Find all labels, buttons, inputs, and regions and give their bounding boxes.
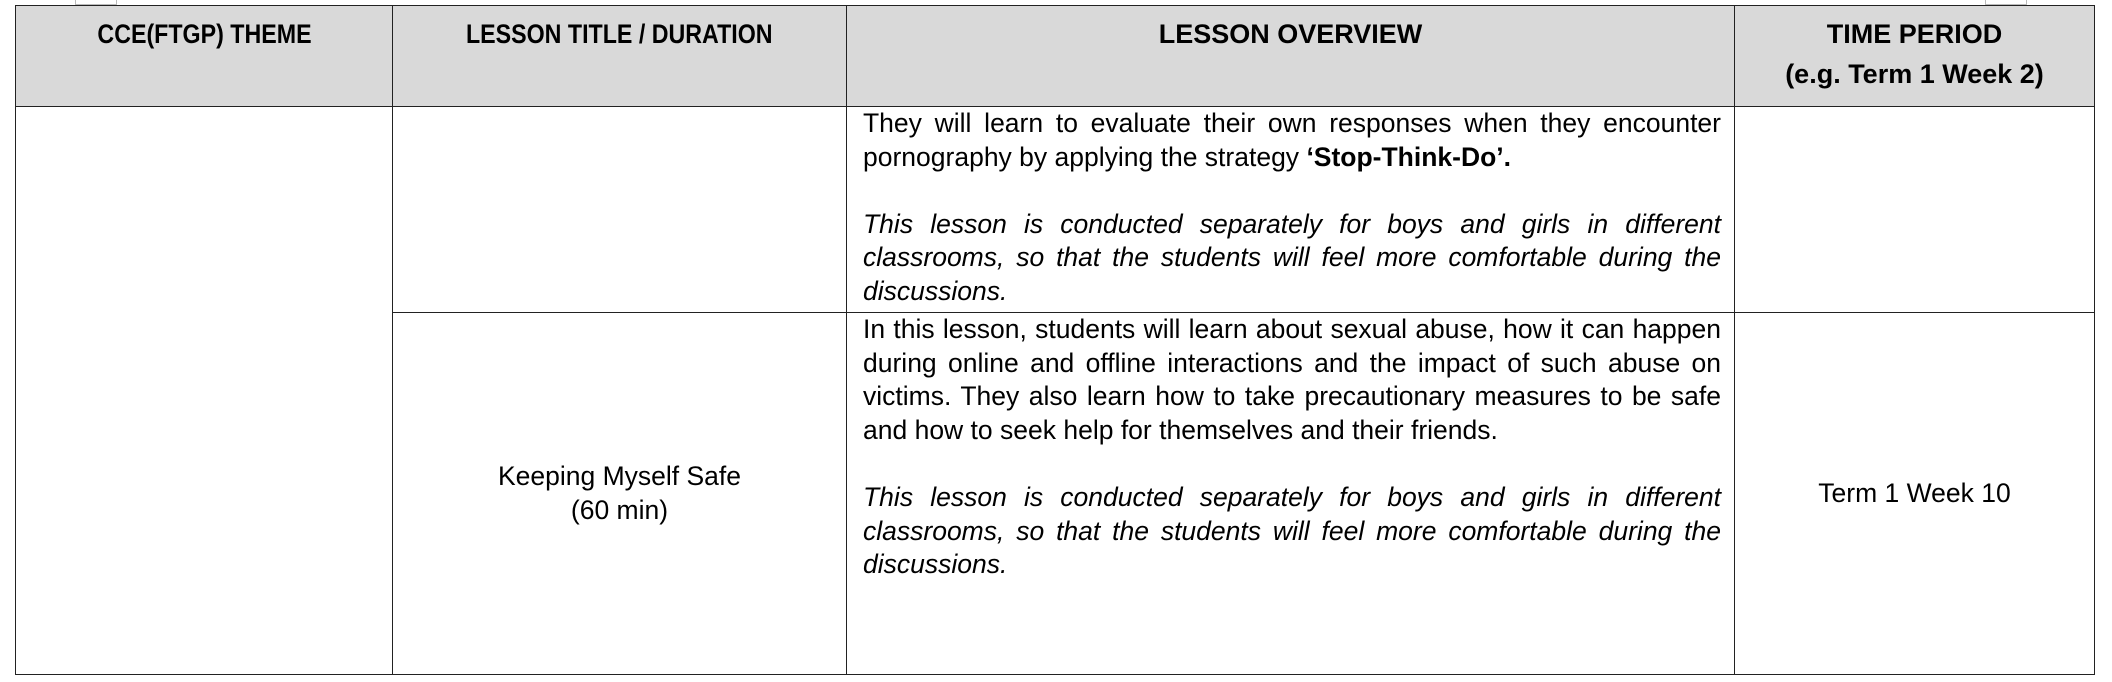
- lesson-title-cell: Keeping Myself Safe (60 min): [393, 313, 847, 675]
- table-row: [16, 107, 2095, 313]
- header-row: [16, 6, 2095, 107]
- time-period-cell: [1735, 107, 2095, 313]
- overview-cell: [847, 107, 1735, 313]
- overview-text: They will learn to evaluate their own responses when they encounter pornography by applying the strategy ‘Stop-Think-Do’.: [863, 108, 1721, 172]
- overview-cell: [847, 313, 1735, 675]
- overview-note: This lesson is conducted separately for boys and girls in different classrooms, so that the students will feel more comfortable during the discussions.: [863, 208, 1721, 306]
- lesson-title-cell: [393, 107, 847, 313]
- header-overview: LESSON OVERVIEW: [847, 6, 1735, 107]
- lesson-plan-table: [15, 5, 2095, 675]
- theme-cell: [16, 107, 393, 675]
- overview-note: This lesson is conducted separately for boys and girls in different classrooms, so that the students will feel more comfortable during the discussions.: [863, 481, 1721, 580]
- overview-text: In this lesson, students will learn about sexual abuse, how it can happen during online and offline interactions and the impact of such abuse on victims. They also learn how to take precautionary measures to be safe and how to seek help for themselves and their friends.: [863, 314, 1721, 445]
- time-period-cell: Term 1 Week 10: [1735, 313, 2095, 675]
- header-theme: CCE(FTGP) THEME: [16, 6, 393, 107]
- header-time-period: TIME PERIOD (e.g. Term 1 Week 2): [1735, 6, 2095, 107]
- header-lesson-title: LESSON TITLE / DURATION: [393, 6, 847, 107]
